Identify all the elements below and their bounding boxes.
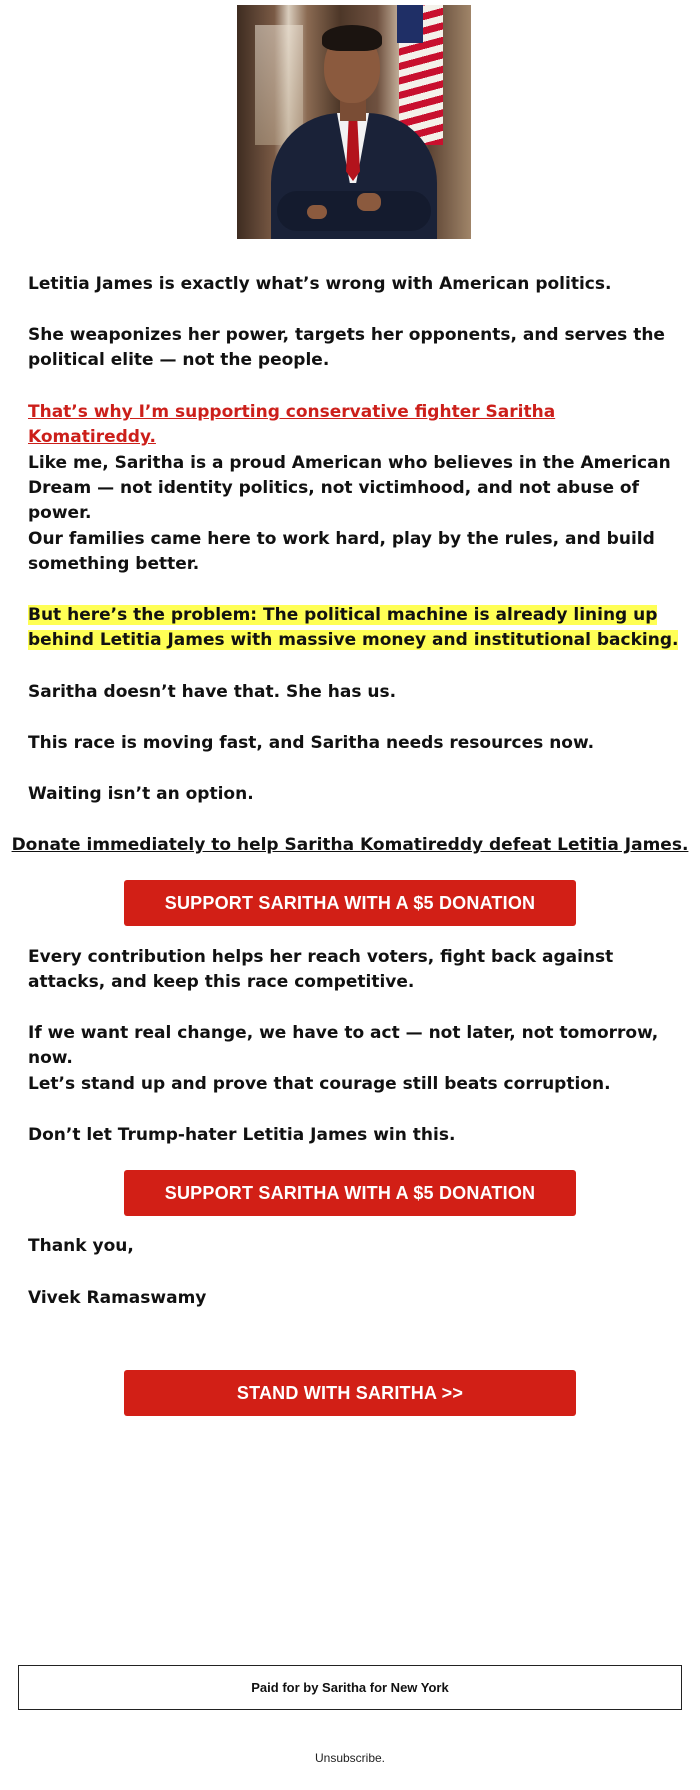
unsubscribe-link[interactable]: Unsubscribe.	[314, 1751, 386, 1765]
donate-5-button-top[interactable]: SUPPORT SARITHA WITH A $5 DONATION	[124, 880, 576, 926]
paragraph-families: Our families came here to work hard, play by the rules, and build something better.	[28, 529, 655, 574]
paragraph-waiting: Waiting isn’t an option.	[28, 784, 254, 804]
signoff-text: Thank you,	[28, 1236, 134, 1256]
paragraph-real-change: If we want real change, we have to act — not later, not tomorrow, now.	[28, 1023, 659, 1068]
paragraph-dont-let: Don’t let Trump-hater Letitia James win this.	[28, 1125, 456, 1145]
highlighted-problem-text: But here’s the problem: The political machine is already lining up behind Letitia James with massive money and institutional backing.	[28, 605, 679, 650]
paragraph-like-me: Like me, Saritha is a proud American who believes in the American Dream — not identity politics, not victimhood, and not abuse of power.	[28, 453, 671, 523]
paragraph-intro: Letitia James is exactly what’s wrong with American politics.	[28, 274, 612, 294]
paragraph-stand-up: Let’s stand up and prove that courage still beats corruption.	[28, 1074, 611, 1094]
stand-with-saritha-button[interactable]: STAND WITH SARITHA >>	[124, 1370, 576, 1416]
paragraph-support-link-wrap	[28, 400, 684, 450]
paragraph-every-contribution: Every contribution helps her reach voters, fight back against attacks, and keep this race competitive.	[28, 947, 614, 992]
paragraph-race-moving: This race is moving fast, and Saritha needs resources now.	[28, 733, 595, 753]
paragraph-doesnt-have: Saritha doesn’t have that. She has us.	[28, 682, 397, 702]
signature-name: Vivek Ramaswamy	[28, 1288, 207, 1308]
paragraph-highlight-wrap	[28, 603, 684, 653]
paid-for-disclaimer: Paid for by Saritha for New York	[18, 1665, 682, 1710]
donate-immediately-link[interactable]: Donate immediately to help Saritha Komatireddy defeat Letitia James.	[11, 835, 689, 855]
paragraph-weaponizes: She weaponizes her power, targets her opponents, and serves the political elite — not the people.	[28, 325, 665, 370]
portrait-photo-icon	[237, 5, 471, 239]
donate-5-button-bottom[interactable]: SUPPORT SARITHA WITH A $5 DONATION	[124, 1170, 576, 1216]
support-saritha-link[interactable]: That’s why I’m supporting conservative fighter Saritha Komatireddy.	[28, 402, 556, 447]
